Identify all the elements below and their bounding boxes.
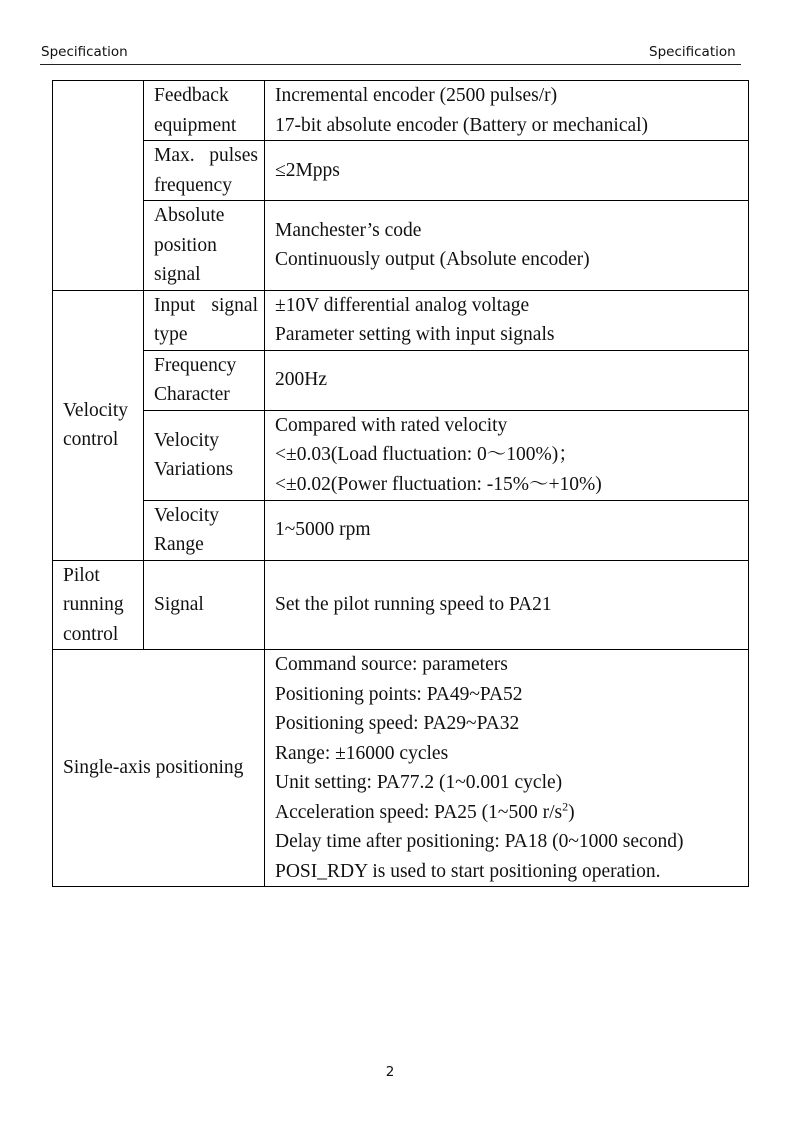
value-line: Continuously output (Absolute encoder) <box>275 249 590 271</box>
table-row <box>53 500 749 560</box>
value-cell <box>265 201 749 291</box>
value-cell <box>265 650 749 887</box>
value-line: 200Hz <box>275 369 327 391</box>
item-line: frequency <box>154 174 232 196</box>
table-row <box>53 201 749 291</box>
item-line: signal <box>154 264 201 285</box>
header-right-title: Specification <box>649 44 736 60</box>
value-line: ≤2Mpps <box>275 159 340 181</box>
item-line: Absolute <box>154 205 225 226</box>
item-line: Character <box>154 384 230 405</box>
value-line: Parameter setting with input signals <box>275 324 555 345</box>
value-line: Compared with rated velocity <box>275 414 508 436</box>
item-line: Input signal <box>154 294 258 316</box>
item-cell <box>144 560 265 650</box>
item-line: position <box>154 234 217 256</box>
value-line: <±0.02(Power fluctuation: -15%～+10%) <box>275 473 602 495</box>
item-line: Frequency <box>154 354 237 376</box>
value-line: Delay time after positioning: PA18 (0~1000 second) <box>275 831 684 852</box>
item-line: Signal <box>154 594 204 615</box>
value-line: Positioning points: PA49~PA52 <box>275 683 523 705</box>
value-line: Command source: parameters <box>275 654 508 675</box>
page-number: 2 <box>385 1064 395 1080</box>
table-row <box>53 81 749 141</box>
value-line: Incremental encoder (2500 pulses/r) <box>275 85 558 106</box>
value-line: 17-bit absolute encoder (Battery or mechanical) <box>275 114 649 136</box>
table-row <box>53 410 749 500</box>
group-line: Single-axis positioning <box>63 757 244 779</box>
item-cell <box>144 81 265 141</box>
value-cell <box>265 410 749 500</box>
value-cell <box>265 81 749 141</box>
value-line: Positioning speed: PA29~PA32 <box>275 713 520 734</box>
specification-table <box>52 80 749 887</box>
value-line: Unit setting: PA77.2 (1~0.001 cycle) <box>275 772 563 793</box>
item-line: Velocity <box>154 504 219 526</box>
item-cell <box>144 290 265 350</box>
item-cell <box>144 141 265 201</box>
group-line: Velocity <box>63 399 128 421</box>
value-suffix: ) <box>568 801 575 823</box>
item-cell <box>144 500 265 560</box>
group-cell-pilot-running-control <box>53 560 144 650</box>
value-line: 1~5000 rpm <box>275 519 371 541</box>
value-line: <±0.03(Load fluctuation: 0～100%)； <box>275 444 578 466</box>
value-cell <box>265 350 749 410</box>
group-line: control <box>63 429 119 450</box>
group-cell-empty <box>53 81 144 291</box>
value-line: ±10V differential analog voltage <box>275 294 530 316</box>
value-line: POSI_RDY is used to start positioning operation. <box>275 860 661 882</box>
group-line: Pilot <box>63 564 100 586</box>
item-line: Range <box>154 534 204 555</box>
item-line: Max. pulses <box>154 145 258 166</box>
item-line: equipment <box>154 114 237 136</box>
table-row <box>53 650 749 887</box>
value-line: Range: ±16000 cycles <box>275 742 449 764</box>
value-cell <box>265 560 749 650</box>
value-line: Set the pilot running speed to PA21 <box>275 594 552 615</box>
group-line: control <box>63 623 119 645</box>
header-rule <box>40 64 741 65</box>
value-line: Manchester’s code <box>275 219 422 241</box>
table-row <box>53 560 749 650</box>
value-text: Acceleration speed: PA25 (1~500 r/s <box>275 801 563 823</box>
item-cell <box>144 410 265 500</box>
value-line <box>275 798 742 828</box>
table-row <box>53 141 749 201</box>
table-row <box>53 290 749 350</box>
table-row <box>53 350 749 410</box>
item-cell <box>144 350 265 410</box>
header-left-title: Specification <box>41 44 128 60</box>
value-cell <box>265 141 749 201</box>
item-line: Velocity <box>154 429 219 451</box>
value-cell <box>265 500 749 560</box>
superscript: 2 <box>562 799 569 813</box>
group-line: running <box>63 594 124 615</box>
item-line: Feedback <box>154 85 229 106</box>
item-cell <box>144 201 265 291</box>
value-cell <box>265 290 749 350</box>
group-cell-single-axis-positioning <box>53 650 265 887</box>
group-cell-velocity-control <box>53 290 144 560</box>
item-line: Variations <box>154 459 234 480</box>
item-line: type <box>154 324 188 345</box>
